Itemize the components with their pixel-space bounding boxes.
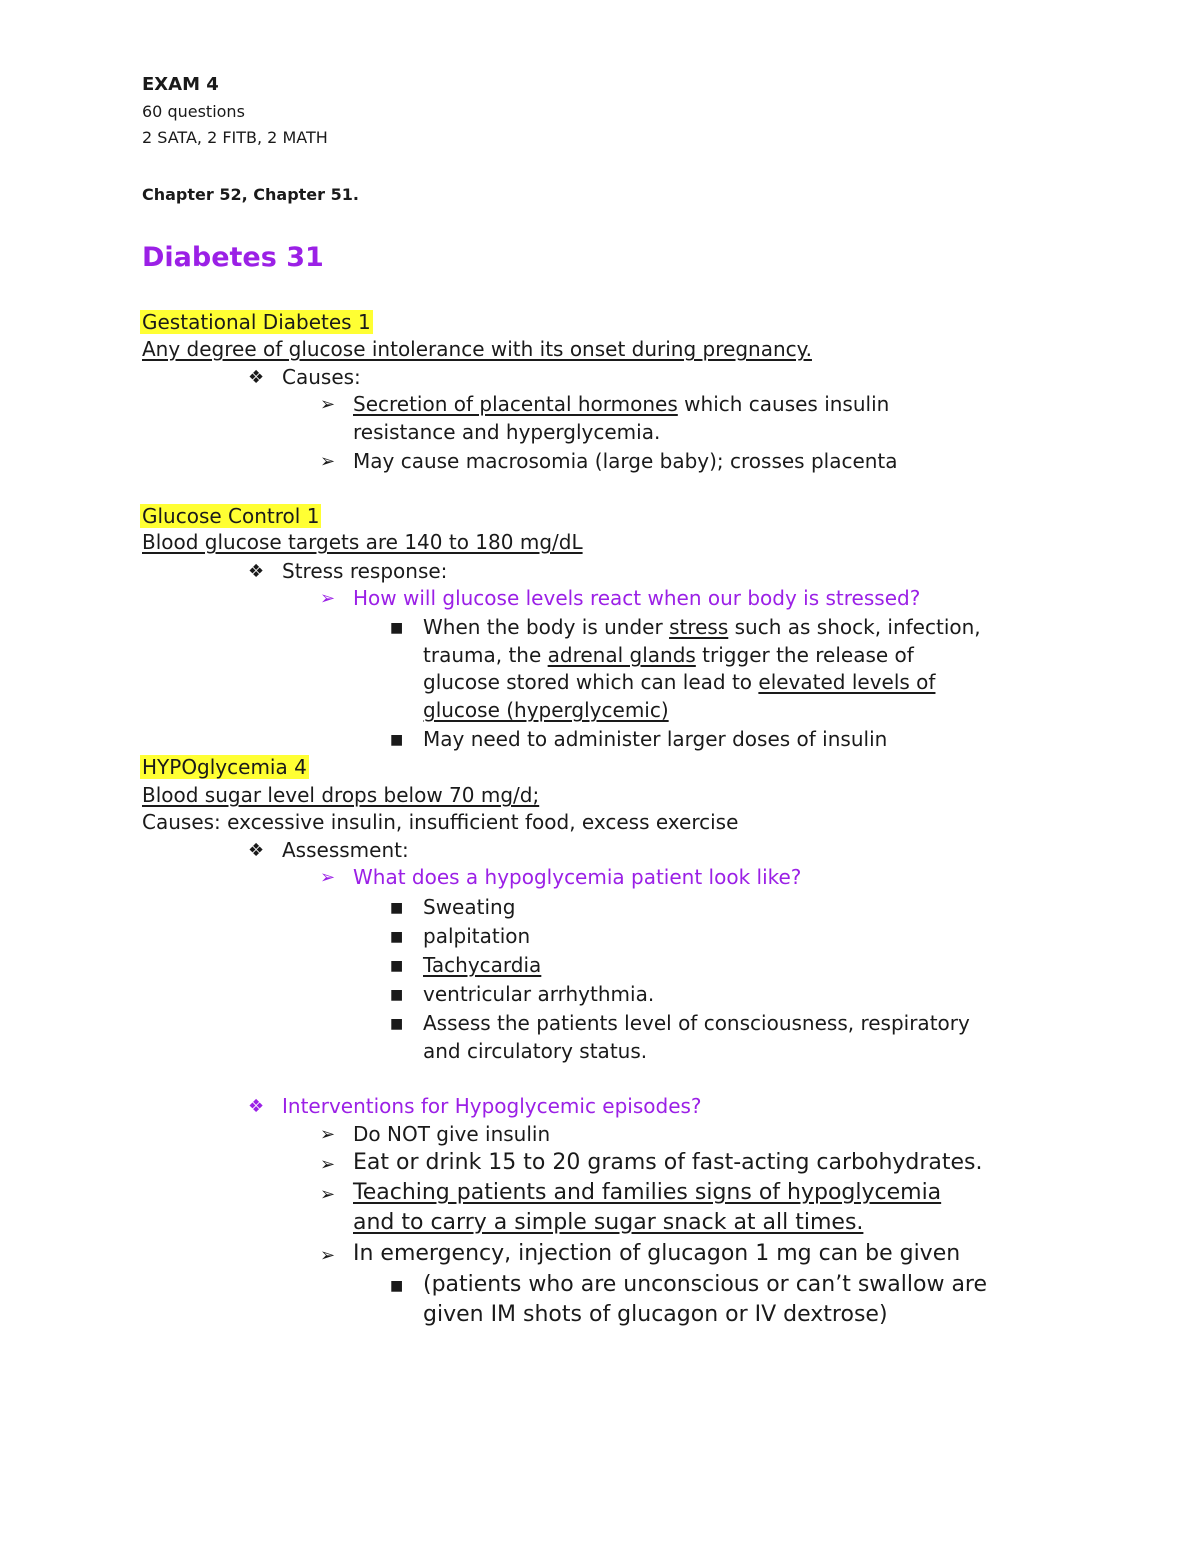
stress-response-label: Stress response:	[282, 559, 448, 583]
square-bullet-icon: ■	[390, 732, 404, 748]
question-types: 2 SATA, 2 FITB, 2 MATH	[142, 128, 328, 147]
diamond-bullet-icon: ❖	[248, 1096, 265, 1117]
diamond-bullet-icon: ❖	[248, 367, 265, 388]
stress-question: How will glucose levels react when our body is stressed?	[353, 586, 921, 610]
diamond-bullet-icon: ❖	[248, 561, 265, 582]
arrow-bullet-icon: ➢	[320, 394, 336, 415]
arrow-bullet-icon: ➢	[320, 867, 336, 888]
stress-answer-line2: trauma, the adrenal glands trigger the release of	[423, 643, 914, 667]
causes-label: Causes:	[282, 365, 361, 389]
sign-palpitation: palpitation	[423, 924, 531, 948]
cause-insulin-resistance: resistance and hyperglycemia.	[353, 420, 661, 444]
square-bullet-icon: ■	[390, 958, 404, 974]
intervention-no-insulin: Do NOT give insulin	[353, 1122, 551, 1146]
glucagon-note-line2: given IM shots of glucagon or IV dextrose)	[423, 1302, 888, 1327]
stress-answer-line4: glucose (hyperglycemic)	[423, 698, 669, 722]
square-bullet-icon: ■	[390, 1278, 404, 1294]
square-bullet-icon: ■	[390, 987, 404, 1003]
intervention-carbohydrates: Eat or drink 15 to 20 grams of fast-acting carbohydrates.	[353, 1150, 983, 1175]
interventions-label: Interventions for Hypoglycemic episodes?	[282, 1094, 702, 1118]
hypoglycemia-definition: Blood sugar level drops below 70 mg/d;	[142, 783, 540, 807]
assessment-label: Assessment:	[282, 838, 409, 862]
sign-assess-line1: Assess the patients level of consciousness, respiratory	[423, 1011, 970, 1035]
stress-answer-insulin: May need to administer larger doses of insulin	[423, 727, 888, 751]
stress-answer-line1: When the body is under stress such as shock, infection,	[423, 615, 981, 639]
glucagon-note-line1: (patients who are unconscious or can’t swallow are	[423, 1272, 988, 1297]
section-title: Diabetes 31	[142, 242, 324, 273]
square-bullet-icon: ■	[390, 1016, 404, 1032]
arrow-bullet-icon: ➢	[320, 1154, 336, 1175]
arrow-bullet-icon: ➢	[320, 451, 336, 472]
square-bullet-icon: ■	[390, 929, 404, 945]
intervention-glucagon: In emergency, injection of glucagon 1 mg can be given	[353, 1241, 961, 1266]
arrow-bullet-icon: ➢	[320, 588, 336, 609]
arrow-bullet-icon: ➢	[320, 1124, 336, 1145]
chapters: Chapter 52, Chapter 51.	[142, 185, 359, 204]
hypoglycemia-heading: HYPOglycemia 4	[142, 755, 307, 779]
cause-macrosomia: May cause macrosomia (large baby); crosses placenta	[353, 449, 898, 473]
sign-tachycardia: Tachycardia	[423, 953, 542, 977]
assessment-question: What does a hypoglycemia patient look like?	[353, 865, 802, 889]
glucose-control-definition: Blood glucose targets are 140 to 180 mg/dL	[142, 530, 583, 554]
square-bullet-icon: ■	[390, 620, 404, 636]
arrow-bullet-icon: ➢	[320, 1245, 336, 1266]
question-count: 60 questions	[142, 102, 245, 121]
intervention-teaching-line2: and to carry a simple sugar snack at all times.	[353, 1210, 864, 1235]
sign-assess-line2: and circulatory status.	[423, 1039, 648, 1063]
gestational-definition: Any degree of glucose intolerance with its onset during pregnancy.	[142, 337, 812, 361]
intervention-teaching-line1: Teaching patients and families signs of hypoglycemia	[353, 1180, 942, 1205]
square-bullet-icon: ■	[390, 900, 404, 916]
exam-title: EXAM 4	[142, 74, 219, 95]
diamond-bullet-icon: ❖	[248, 840, 265, 861]
glucose-control-heading: Glucose Control 1	[142, 504, 320, 528]
gestational-heading: Gestational Diabetes 1	[142, 310, 371, 334]
stress-answer-line3: glucose stored which can lead to elevated levels of	[423, 670, 936, 694]
arrow-bullet-icon: ➢	[320, 1184, 336, 1205]
sign-arrhythmia: ventricular arrhythmia.	[423, 982, 655, 1006]
hypoglycemia-causes: Causes: excessive insulin, insufficient food, excess exercise	[142, 810, 739, 834]
sign-sweating: Sweating	[423, 895, 516, 919]
cause-placental-hormones: Secretion of placental hormones which causes insulin	[353, 392, 890, 416]
